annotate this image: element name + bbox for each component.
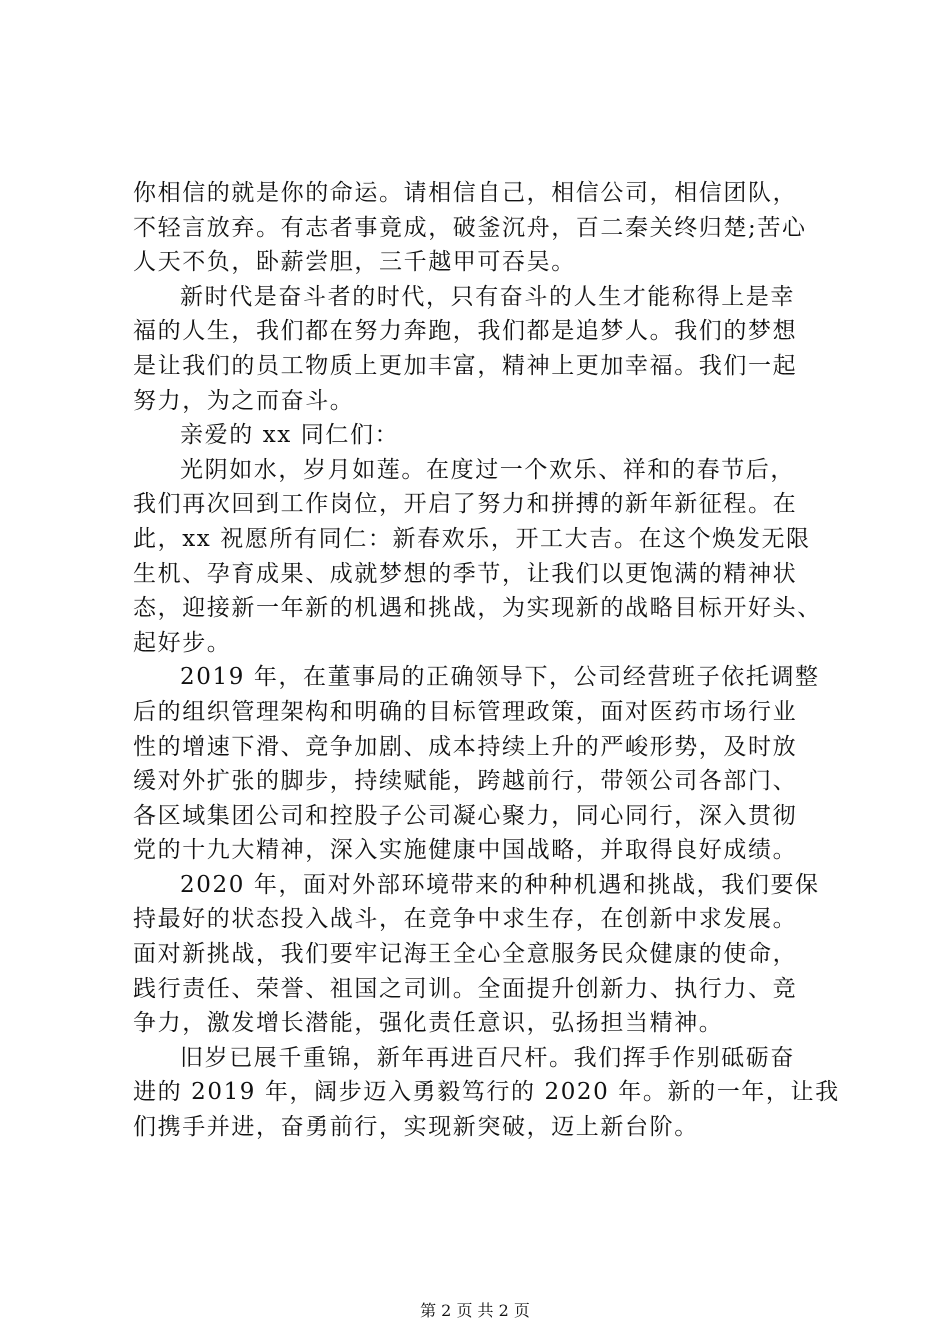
text-line: 各区域集团公司和控股子公司凝心聚力，同心同行，深入贯彻 <box>133 802 798 829</box>
text-line: 态，迎接新一年新的机遇和挑战，为实现新的战略目标开好头、 <box>133 595 822 622</box>
text-line: 起好步。 <box>133 629 232 656</box>
text-line: 进的 2019 年，阔步迈入勇毅笃行的 2020 年。新的一年，让我 <box>133 1079 840 1106</box>
text-line: 亲爱的 xx 同仁们： <box>180 422 400 449</box>
text-line: 是让我们的员工物质上更加丰富，精神上更加幸福。我们一起 <box>133 352 798 379</box>
text-line: 们携手并进，奋勇前行，实现新突破，迈上新台阶。 <box>133 1114 699 1141</box>
text-line: 你相信的就是你的命运。请相信自己，相信公司，相信团队， <box>133 180 798 206</box>
text-line: 人天不负，卧薪尝胆，三千越甲可吞吴。 <box>133 249 576 276</box>
text-line: 旧岁已展千重锦，新年再进百尺杆。我们挥手作别砥砺奋 <box>180 1044 795 1071</box>
text-line: 福的人生，我们都在努力奔跑，我们都是追梦人。我们的梦想 <box>133 318 798 345</box>
text-line: 践行责任、荣誉、祖国之司训。全面提升创新力、执行力、竞 <box>133 975 798 1002</box>
text-line: 努力，为之而奋斗。 <box>133 387 355 414</box>
text-line: 持最好的状态投入战斗，在竞争中求生存，在创新中求发展。 <box>133 906 798 933</box>
text-line: 党的十九大精神，深入实施健康中国战略，并取得良好成绩。 <box>133 837 798 864</box>
text-line: 缓对外扩张的脚步，持续赋能，跨越前行，带领公司各部门、 <box>133 768 798 795</box>
text-line: 2019 年，在董事局的正确领导下，公司经营班子依托调整 <box>180 664 820 691</box>
text-line: 后的组织管理架构和明确的目标管理政策，面对医药市场行业 <box>133 698 798 725</box>
text-line: 面对新挑战，我们要牢记海王全心全意服务民众健康的使命， <box>133 941 798 968</box>
text-line: 生机、孕育成果、成就梦想的季节，让我们以更饱满的精神状 <box>133 560 798 587</box>
text-line: 此，xx 祝愿所有同仁：新春欢乐，开工大吉。在这个焕发无限 <box>133 525 811 552</box>
text-line: 性的增速下滑、竞争加剧、成本持续上升的严峻形势，及时放 <box>133 733 798 760</box>
text-line: 2020 年，面对外部环境带来的种种机遇和挑战，我们要保 <box>180 871 820 898</box>
text-line: 新时代是奋斗者的时代，只有奋斗的人生才能称得上是幸 <box>180 283 795 310</box>
text-line: 我们再次回到工作岗位，开启了努力和拼搏的新年新征程。在 <box>133 491 798 518</box>
page-number-footer: 第 2 页 共 2 页 <box>420 1301 530 1320</box>
text-line: 争力，激发增长潜能，强化责任意识，弘扬担当精神。 <box>133 1010 724 1037</box>
document-body <box>133 176 840 1145</box>
text-line: 不轻言放弃。有志者事竟成，破釜沉舟，百二秦关终归楚;苦心 <box>133 214 807 241</box>
text-line: 光阴如水，岁月如莲。在度过一个欢乐、祥和的春节后， <box>180 456 795 483</box>
